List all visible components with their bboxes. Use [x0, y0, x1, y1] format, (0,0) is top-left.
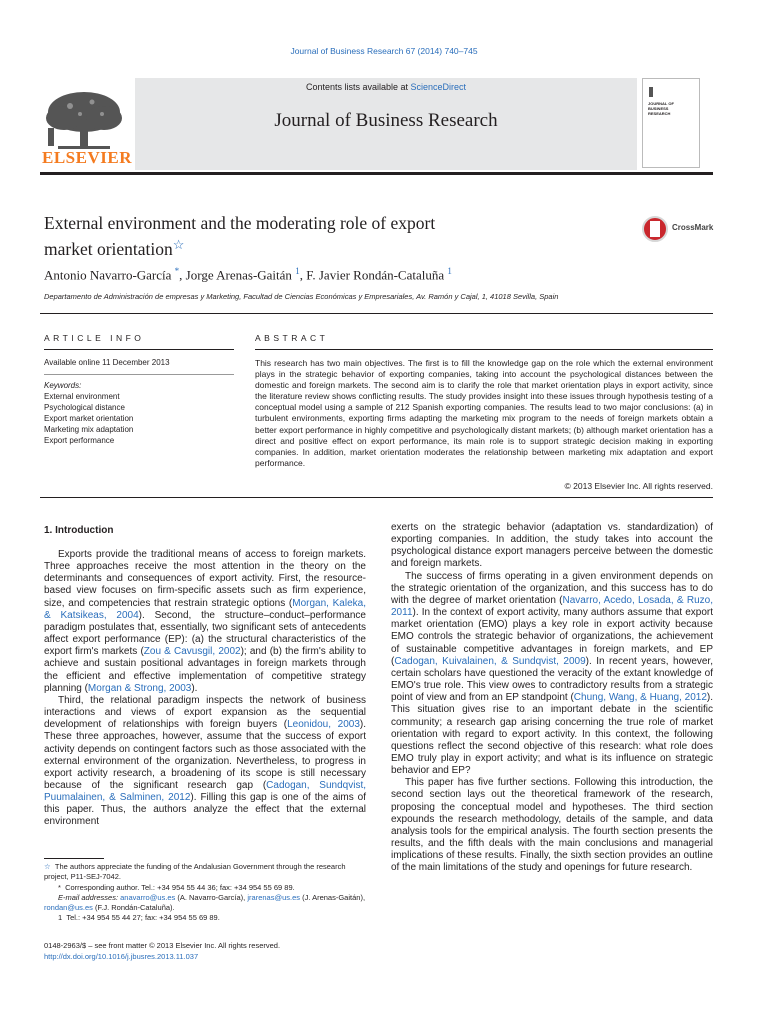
author-name: Antonio Navarro-García — [44, 267, 172, 283]
footnote-mark[interactable]: ☆ — [44, 862, 51, 871]
cover-title: JOURNAL OF BUSINESS RESEARCH — [648, 101, 674, 116]
abstract-rule — [255, 349, 713, 350]
footnote: ☆ The authors appreciate the funding of the Andalusian Government through the research project, P11-SEJ-7042. — [44, 862, 346, 882]
keyword: Export market orientation — [44, 414, 134, 423]
journal-title: Journal of Business Research — [274, 110, 498, 131]
abstract-bottom-divider — [40, 497, 713, 498]
keyword: Psychological distance — [44, 403, 125, 412]
email-link[interactable]: anavarro@us.es — [120, 892, 176, 902]
article-title-line2: market orientation — [44, 239, 173, 259]
author-mark[interactable]: 1 — [447, 266, 452, 276]
crossmark-badge[interactable] — [642, 214, 722, 244]
header-divider — [40, 172, 713, 175]
citation-link[interactable]: Morgan, Kaleka, & Katsikeas, 2004 — [44, 597, 366, 621]
article-title — [44, 212, 604, 260]
citation-link[interactable]: Navarro, Acedo, Losada, & Ruzo, 2011 — [391, 594, 713, 619]
sciencedirect-link[interactable]: ScienceDirect — [410, 82, 467, 92]
footnote-mark: * — [58, 882, 61, 892]
crossmark-label: CrossMark — [672, 223, 714, 232]
cover-mark — [649, 87, 653, 97]
author-mark[interactable]: 1 — [295, 266, 300, 276]
abstract-text: This research has two main objectives. The first is to fill the knowledge gap on the role which the external environment plays in the strategic behavior of exporting companies, taking into account the psychological distances between the domestic and foreign markets. The second aim is to clarify the role that market orientation plays in export activity, since the literature review shows conflicting results. The study provides insight into these issues through hypothesis testing of a conceptual model using a sample of 212 Spanish exporting companies. The results lead to two major conclusions: (a) in turbulent environments, exporting firms adapting the marketing mix program to the needs of foreign markets obtain a better export performance in highly competitive and psychologically distant markets; (b) although market orientation has a direct and positive effect on export performance, its main role is to support strategic decision making in exporting companies. In addition, market orientation moderates the relationship between marketing mix adaptation and export performance. — [255, 358, 713, 468]
title-divider — [40, 313, 713, 314]
citation-link[interactable]: Chung, Wang, & Huang, 2012 — [573, 692, 707, 704]
paragraph: This paper has five further sections. Following this introduction, the second section lays out the theoretical framework of the research, proposing the conceptual model and hypotheses. The third section expounds the research methodology, details of the sample, and data analysis tools for the empirical analysis. The fourth section presents the results, and the fifth deals with the main conclusions and managerial implications of these results. Finally, the sixth section provides an outline of the main limitations of the study and openings for future research. — [391, 777, 713, 874]
citation-link[interactable]: Leonidou, 2003 — [287, 719, 360, 731]
crossmark-bookmark-icon — [650, 221, 660, 237]
author-list — [44, 266, 724, 283]
footnote-mark: 1 — [58, 913, 63, 923]
journal-cover-thumbnail[interactable] — [642, 78, 700, 168]
citation-link[interactable]: Zou & Cavusgil, 2002 — [143, 646, 241, 658]
abstract-copyright: © 2013 Elsevier Inc. All rights reserved. — [564, 481, 713, 491]
author-name: Jorge Arenas-Gaitán — [185, 267, 292, 283]
article-info-heading: ARTICLE INFO — [44, 333, 145, 343]
contents-line — [135, 82, 637, 92]
issn-text: 0148-2963/$ – see front matter © 2013 Elsevier Inc. All rights reserved. — [44, 941, 281, 950]
contents-prefix: Contents lists available at — [305, 82, 411, 92]
email-addresses-cont: rondan@us.es (F.J. Rondán-Cataluña). — [44, 903, 175, 913]
paragraph: Exports provide the traditional means of access to foreign markets. Three approaches receive the most attention in the theory on the determinants and consequences of export activity. First, the resource-based view focuses on firm-specific assets such as firm experience, size, and competencies that restrain strategic options (Morgan, Kaleka, & Katsikeas, 2004). Second, the structure–conduct–performance paradigm postulates that, essentially, two significant sets of antecedents affect export performance (EP): (a) the structural characteristics of the export firm's markets (Zou & Cavusgil, 2002); and (b) the firm's ability to achieve and sustain positional advantages in foreign markets through the efficient and effective implementation of competitive strategy planning (Morgan & Strong, 2003). — [44, 549, 366, 694]
affiliation: Departamento de Administración de empresas y Marketing, Facultad de Ciencias Económicas y Empresariales, Av. Ramón y Cajal, 1, 41018 Sevilla, Spain — [44, 292, 559, 301]
keyword: Export performance — [44, 436, 115, 445]
elsevier-wordmark: ELSEVIER — [42, 148, 132, 167]
paragraph: exerts on the strategic behavior (adaptation vs. standardization) of exporting companies. In addition, the study takes into account the psychological distance export managers perceive between the domestic and foreign markets. — [391, 522, 713, 570]
abstract-heading: ABSTRACT — [255, 333, 329, 343]
footnote: * Corresponding author. Tel.: +34 954 55 44 36; fax: +34 954 55 69 89. — [58, 882, 295, 892]
email-link[interactable]: jrarenas@us.es — [247, 892, 300, 902]
author-separator: , — [299, 267, 307, 283]
body-column-left — [44, 549, 366, 829]
citation-link[interactable]: Cadogan, Sundqvist, Puumalainen, & Salminen, 2012 — [44, 779, 367, 804]
keyword: External environment — [44, 392, 120, 401]
paragraph: Third, the relational paradigm inspects the network of business interactions and views of export expansion as the sequential development of relationships with foreign buyers (Leonidou, 2003). These three approaches, however, assume that the success of export activity depends on contingent factors such as those associated with the external environment of the organization. Nevertheless, to progress in export activity research, a broadening of its scope is still necessary because of the significant research gap (Cadogan, Sundqvist, Puumalainen, & Salminen, 2012). Filling this gap is one of the aims of this paper. Thus, the authors analyze the effect that the external environment — [44, 694, 367, 828]
keyword: Marketing mix adaptation — [44, 425, 134, 434]
title-footnote-star-icon[interactable]: ☆ — [172, 237, 185, 252]
footnotes — [44, 862, 369, 924]
footnote: 1 Tel.: +34 954 55 44 27; fax: +34 954 55 69 89. — [58, 913, 220, 923]
article-info-rule — [44, 374, 234, 375]
journal-reference-link[interactable]: Journal of Business Research 67 (2014) 740–745 — [290, 46, 478, 56]
paragraph: The success of firms operating in a given environment depends on the strategic orientation of the organization, and this success has to do with the degree of market orientation (Navarro, Acedo, Losada, & Ruzo, 2011). In the context of export activity, many authors assume that export market orientation (EMO) plays a key role in export activity because EMO controls the strategic behavior of organizations, the achievement of sustainable competitive advantages in foreign markets, and EP (Cadogan, Kuivalainen, & Sundqvist, 2009). In recent years, however, certain scholars have questioned the veracity of the extant knowledge of EMO's true role. This view owes to contradictory results from a strategic point of view and from an EP standpoint (Chung, Wang, & Huang, 2012). This situation gives rise to an important debate in the scientific community; a research gap arising concerning the true role of market orientation with regard to export activity. In this context, the following questions reflect the second objective of this research: what role does EMO truly play in export activity; and what is its influence on strategic behavior and EP? — [391, 570, 713, 777]
author-mark[interactable]: * — [174, 266, 180, 276]
available-online: Available online 11 December 2013 — [44, 358, 170, 367]
section-heading-introduction: 1. Introduction — [44, 525, 114, 536]
citation-link[interactable]: Morgan & Strong, 2003 — [87, 682, 192, 694]
body-column-right — [391, 522, 713, 875]
article-info-rule — [44, 349, 234, 350]
keywords-label: Keywords: — [44, 381, 82, 390]
citation-link[interactable]: Cadogan, Kuivalainen, & Sundqvist, 2009 — [394, 655, 586, 667]
email-addresses: E-mail addresses: anavarro@us.es (A. Navarro-García), jrarenas@us.es (J. Arenas-Gaitán), — [58, 892, 366, 902]
keywords-list — [44, 380, 133, 446]
author-separator: , — [179, 267, 186, 283]
email-label: E-mail addresses: — [58, 892, 121, 902]
footnote-rule — [44, 858, 104, 859]
doi-link[interactable]: http://dx.doi.org/10.1016/j.jbusres.2013.11.037 — [44, 952, 199, 961]
issn-line — [44, 940, 280, 962]
author-name: F. Javier Rondán-Cataluña — [306, 267, 445, 283]
article-title-line1: External environment and the moderating role of export — [44, 213, 436, 233]
email-link[interactable]: rondan@us.es — [44, 903, 93, 913]
